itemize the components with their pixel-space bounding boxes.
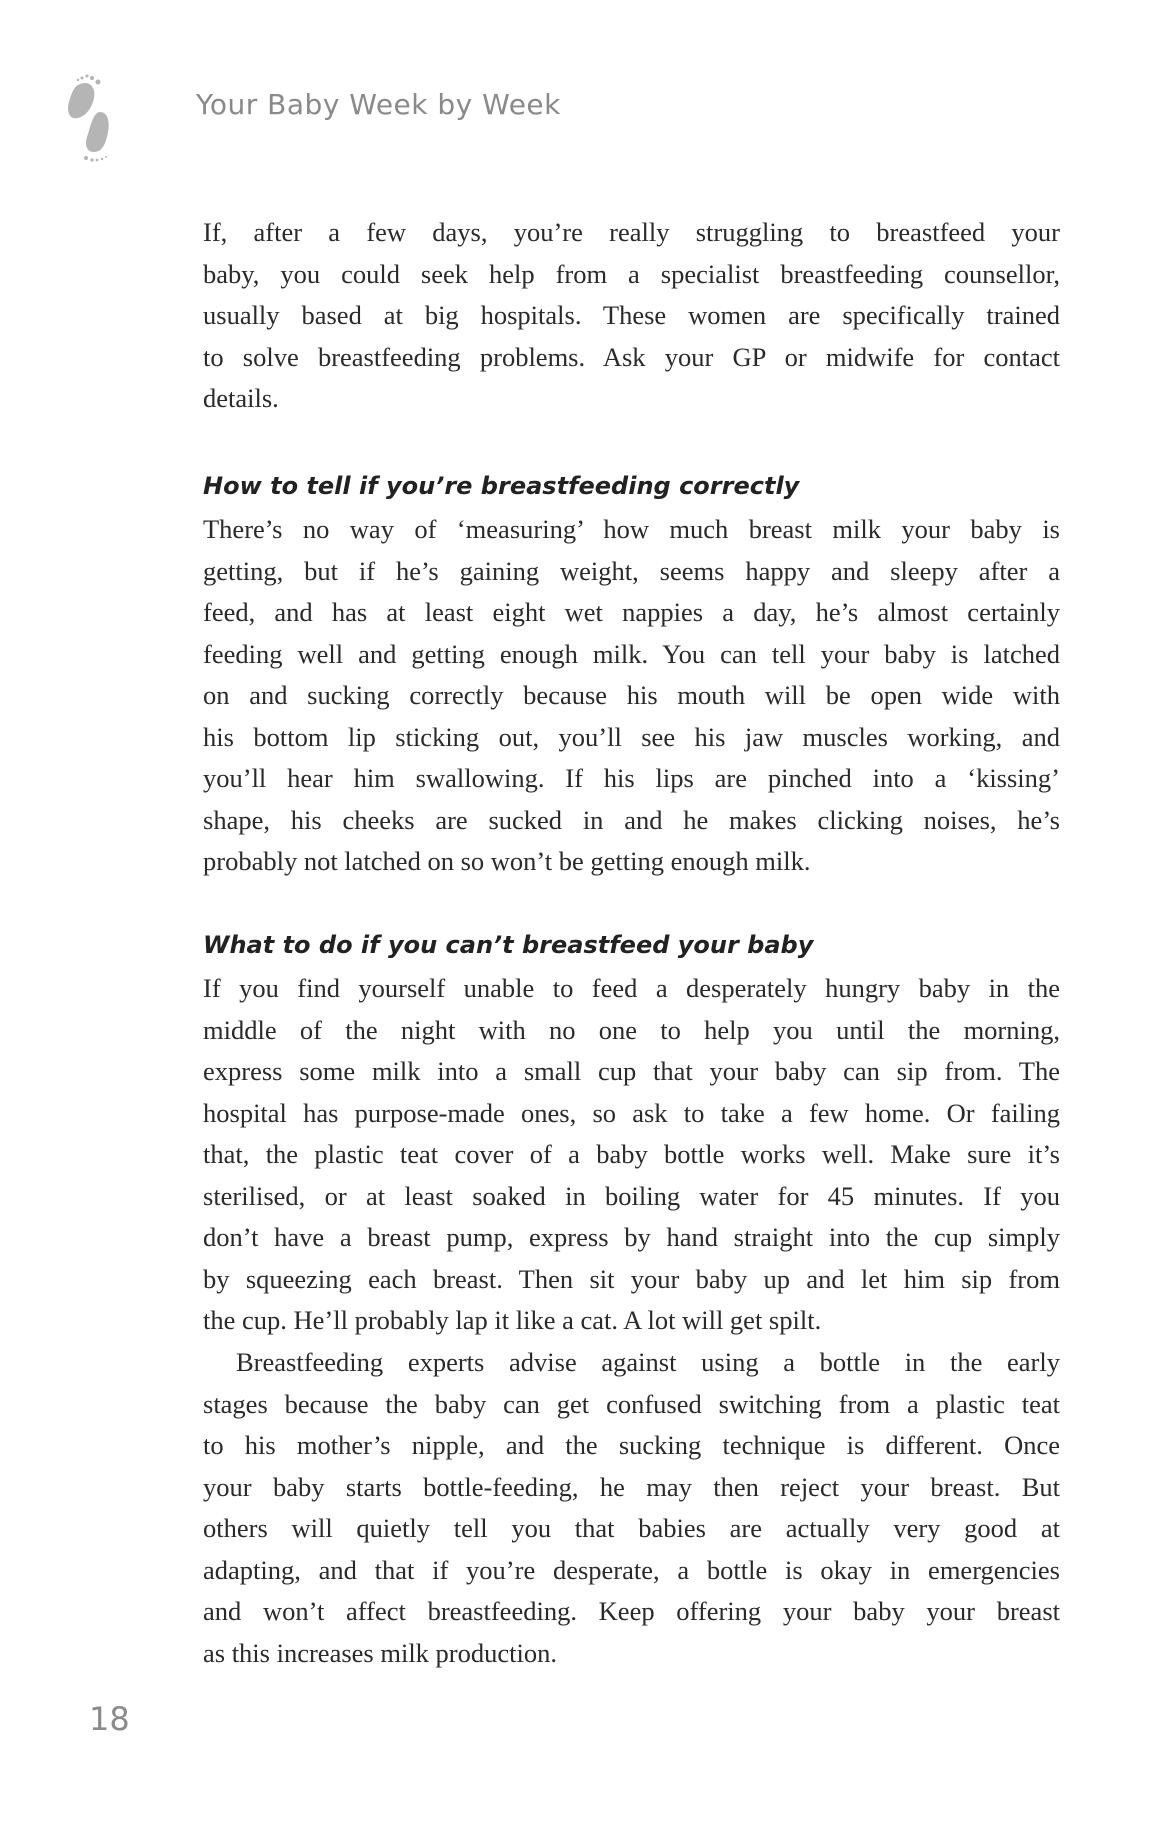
text-line: to solve breastfeeding problems. Ask your GP or midwife for contact xyxy=(203,341,1060,372)
paragraph xyxy=(203,968,1060,1342)
text-line: stages because the baby can get confused switching from a plastic teat xyxy=(203,1388,1060,1419)
text-line: usually based at big hospitals. These women are specifically trained xyxy=(203,300,1060,330)
text-line: don’t have a breast pump, express by hand straight into the cup simply xyxy=(203,1222,1060,1252)
footprints-icon xyxy=(66,72,116,164)
text-line: If you find yourself unable to feed a desperately hungry baby in the xyxy=(203,973,1060,1003)
text-line: your baby starts bottle-feeding, he may then reject your breast. But xyxy=(203,1471,1060,1502)
text-line: There’s no way of ‘measuring’ how much breast milk your baby is xyxy=(203,514,1060,544)
text-line: baby, you could seek help from a specialist breastfeeding counsellor, xyxy=(203,258,1060,289)
text-line: that, the plastic teat cover of a baby bottle works well. Make sure it’s xyxy=(203,1139,1060,1169)
text-line: feeding well and getting enough milk. You can tell your baby is latched xyxy=(203,638,1060,669)
text-line: to his mother’s nipple, and the sucking technique is different. Once xyxy=(203,1430,1060,1460)
text-line: by squeezing each breast. Then sit your baby up and let him sip from xyxy=(203,1263,1060,1294)
text-line: If, after a few days, you’re really struggling to breastfeed your xyxy=(203,217,1060,247)
text-line: as this increases milk production. xyxy=(203,1637,557,1668)
text-line: feed, and has at least eight wet nappies a day, he’s almost certainly xyxy=(203,597,1060,627)
text-line: the cup. He’ll probably lap it like a cat. A lot will get spilt. xyxy=(203,1305,822,1335)
text-line: on and sucking correctly because his mouth will be open wide with xyxy=(203,680,1060,710)
running-head: Your Baby Week by Week xyxy=(196,88,561,121)
page-number: 18 xyxy=(89,1700,130,1738)
text-line: express some milk into a small cup that your baby can sip from. The xyxy=(203,1056,1060,1086)
text-line: others will quietly tell you that babies are actually very good at xyxy=(203,1513,1060,1543)
paragraph xyxy=(203,212,1060,420)
section-heading: What to do if you can’t breastfeed your baby xyxy=(203,931,814,959)
text-line: middle of the night with no one to help you until the morning, xyxy=(203,1014,1060,1045)
text-line: his bottom lip sticking out, you’ll see his jaw muscles working, and xyxy=(203,721,1060,752)
text-line: details. xyxy=(203,383,279,413)
paragraph xyxy=(203,1342,1060,1674)
text-line: probably not latched on so won’t be getting enough milk. xyxy=(203,846,811,876)
section-heading: How to tell if you’re breastfeeding correctly xyxy=(203,472,800,500)
paragraph xyxy=(203,509,1060,883)
text-line: adapting, and that if you’re desperate, a bottle is okay in emergencies xyxy=(203,1554,1060,1585)
text-line: you’ll hear him swallowing. If his lips are pinched into a ‘kissing’ xyxy=(203,763,1060,793)
text-line: sterilised, or at least soaked in boiling water for 45 minutes. If you xyxy=(203,1180,1060,1211)
text-line: getting, but if he’s gaining weight, seems happy and sleepy after a xyxy=(203,555,1060,586)
text-line: hospital has purpose-made ones, so ask to take a few home. Or failing xyxy=(203,1097,1060,1128)
text-line: and won’t affect breastfeeding. Keep offering your baby your breast xyxy=(203,1596,1060,1626)
text-line: Breastfeeding experts advise against using a bottle in the early xyxy=(236,1347,1060,1377)
text-line: shape, his cheeks are sucked in and he makes clicking noises, he’s xyxy=(203,804,1060,835)
